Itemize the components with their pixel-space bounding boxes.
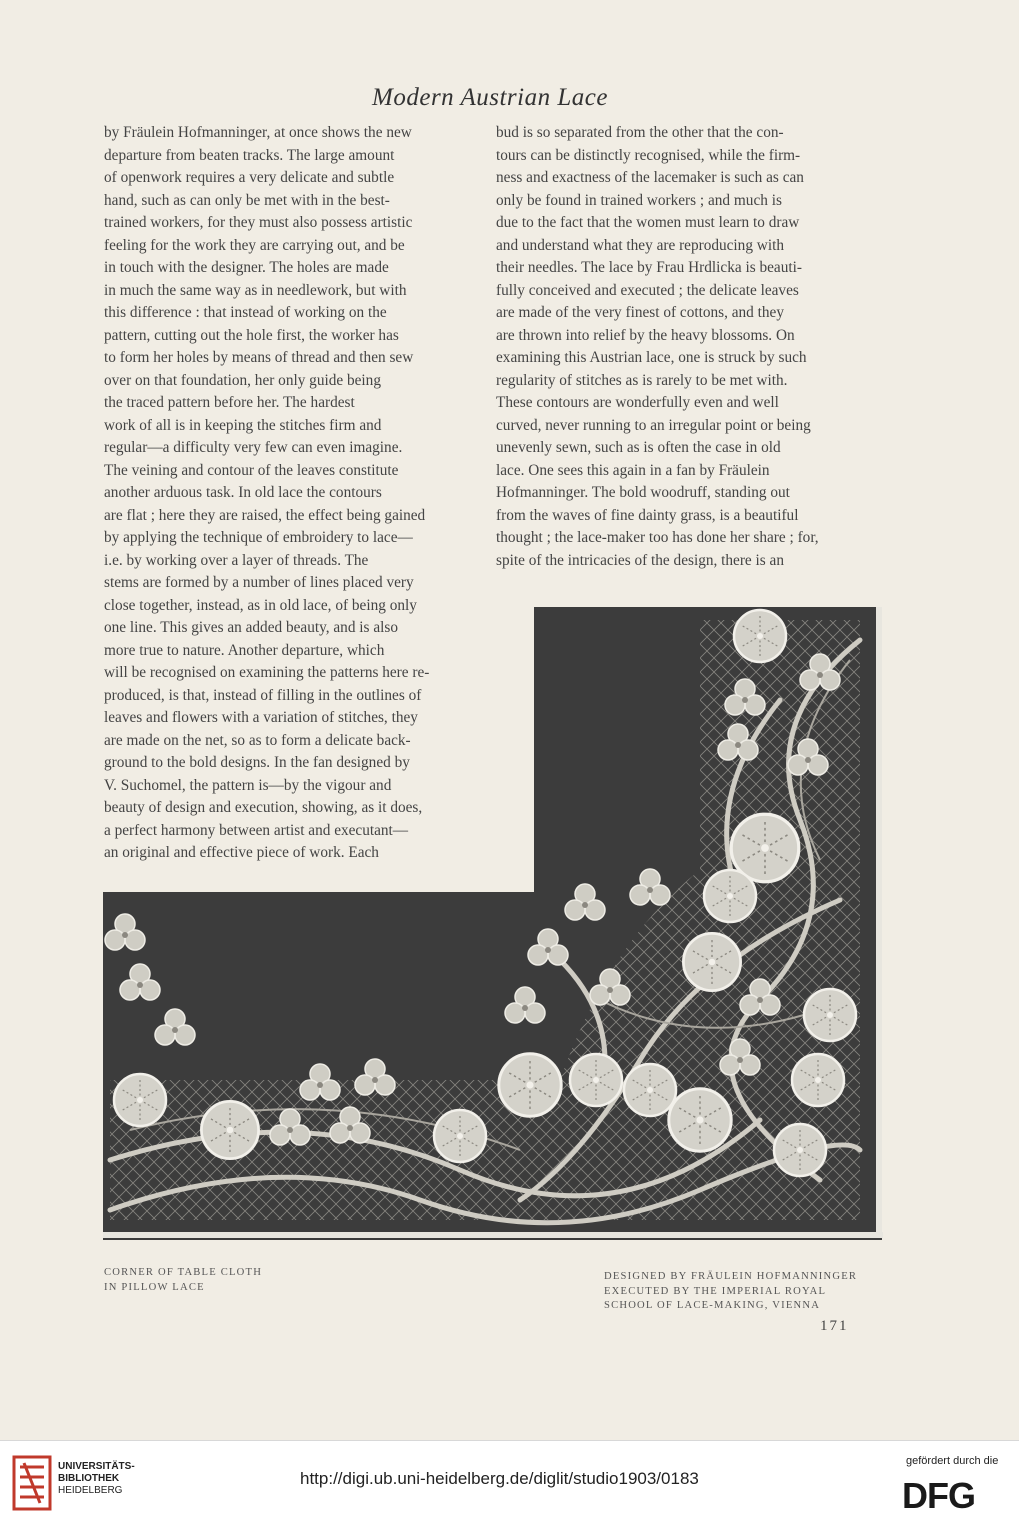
left-line: feeling for the work they are carrying out, and be — [104, 236, 405, 254]
left-line: another arduous task. In old lace the contours — [104, 484, 382, 501]
figure-caption-right — [604, 1270, 904, 1314]
left-line: regular—a difficulty very few can even imagine. — [104, 439, 403, 456]
left-line: produced, is that, instead of filling in the outlines of — [104, 686, 422, 704]
right-line: Hofmanninger. The bold woodruff, standing out — [496, 484, 790, 501]
caption-line: DESIGNED BY FRÄULEIN HOFMANNINGER — [604, 1271, 858, 1282]
right-line: only be found in trained workers ; and much is — [496, 191, 782, 209]
right-line: fully conceived and executed ; the delicate leaves — [496, 281, 799, 299]
left-line: an original and effective piece of work. Each — [104, 844, 379, 861]
left-line: V. Suchomel, the pattern is—by the vigour and — [104, 776, 392, 794]
caption-line: EXECUTED BY THE IMPERIAL ROYAL — [604, 1285, 827, 1297]
left-line: one line. This gives an added beauty, and is also — [104, 619, 398, 636]
left-line: The veining and contour of the leaves constitute — [104, 461, 399, 479]
right-line: their needles. The lace by Frau Hrdlicka is beauti- — [496, 259, 802, 276]
right-line: ness and exactness of the lacemaker is such as can — [496, 169, 804, 186]
left-line: departure from beaten tracks. The large amount — [104, 146, 395, 164]
left-line: this difference : that instead of working on the — [104, 304, 387, 321]
library-line: HEIDELBERG — [58, 1485, 123, 1496]
left-line: of openwork requires a very delicate and subtle — [104, 169, 395, 186]
running-title: Modern Austrian Lace — [372, 84, 608, 111]
left-line: ground to the bold designs. In the fan designed by — [104, 754, 410, 771]
left-line: close together, instead, as in old lace, of being only — [104, 596, 417, 614]
left-line: the traced pattern before her. The hardest — [104, 394, 355, 411]
left-line: over on that foundation, her only guide being — [104, 371, 381, 389]
caption-line: IN PILLOW LACE — [104, 1281, 205, 1293]
right-line: from the waves of fine dainty grass, is a beautiful — [496, 506, 799, 524]
right-line: curved, never running to an irregular point or being — [496, 416, 811, 434]
right-line: are made of the very finest of cottons, and they — [496, 304, 784, 321]
right-line: tours can be distinctly recognised, while the firm- — [496, 146, 801, 164]
left-line: work of all is in keeping the stitches firm and — [104, 416, 382, 434]
left-line: pattern, cutting out the hole first, the worker has — [104, 326, 399, 344]
funding-label: gefördert durch die — [906, 1455, 999, 1467]
left-line: in touch with the designer. The holes are made — [104, 259, 389, 276]
left-line: i.e. by working over a layer of threads. The — [104, 551, 369, 569]
right-line: thought ; the lace-maker too has done her share ; for, — [496, 529, 819, 546]
digitization-footer — [0, 1440, 1019, 1522]
caption-line: SCHOOL OF LACE-MAKING, VIENNA — [604, 1300, 821, 1311]
left-line: in much the same way as in needlework, but with — [104, 281, 407, 299]
right-line: are thrown into relief by the heavy blossoms. On — [496, 326, 795, 344]
right-line: These contours are wonderfully even and well — [496, 394, 779, 411]
library-line: UNIVERSITÄTS- — [58, 1461, 135, 1472]
right-line: spite of the intricacies of the design, there is an — [496, 551, 784, 569]
permalink[interactable]: http://digi.ub.uni-heidelberg.de/diglit/studio1903/0183 — [300, 1469, 699, 1488]
left-line: leaves and flowers with a variation of stitches, they — [104, 709, 418, 726]
right-line: and understand what they are reproducing with — [496, 236, 784, 254]
right-line: regularity of stitches as is rarely to be met with. — [496, 371, 788, 389]
figure-caption-left — [104, 1266, 262, 1295]
left-line: stems are formed by a number of lines placed very — [104, 574, 414, 591]
dfg-logo[interactable]: DFG — [902, 1475, 975, 1516]
caption-line: CORNER OF TABLE CLOTH — [104, 1267, 263, 1278]
left-line: more true to nature. Another departure, which — [104, 641, 385, 659]
left-line: a perfect harmony between artist and executant— — [104, 821, 409, 839]
right-line: bud is so separated from the other that the con- — [496, 124, 784, 141]
left-line: hand, such as can only be met with in the best- — [104, 191, 390, 209]
left-line: by applying the technique of embroidery to lace— — [104, 529, 413, 546]
left-line: will be recognised on examining the patterns here re- — [104, 664, 430, 681]
library-name — [58, 1461, 135, 1497]
library-line: BIBLIOTHEK — [58, 1473, 120, 1484]
left-line: are made on the net, so as to form a delicate back- — [104, 731, 411, 749]
left-line: are flat ; here they are raised, the effect being gained — [104, 506, 426, 524]
left-line: beauty of design and execution, showing, as it does, — [104, 799, 423, 816]
page-number: 171 — [820, 1318, 849, 1334]
university-library-logo-icon[interactable] — [12, 1455, 52, 1511]
left-line: to form her holes by means of thread and then sew — [104, 349, 414, 366]
right-line: due to the fact that the women must learn to draw — [496, 214, 800, 231]
left-line: trained workers, for they must also possess artistic — [104, 214, 413, 231]
right-line: unevenly sewn, such as is often the case in old — [496, 439, 781, 456]
right-line: lace. One sees this again in a fan by Fräulein — [496, 461, 770, 479]
left-line: by Fräulein Hofmanninger, at once shows the new — [104, 124, 412, 141]
right-line: examining this Austrian lace, one is struck by such — [496, 349, 807, 366]
